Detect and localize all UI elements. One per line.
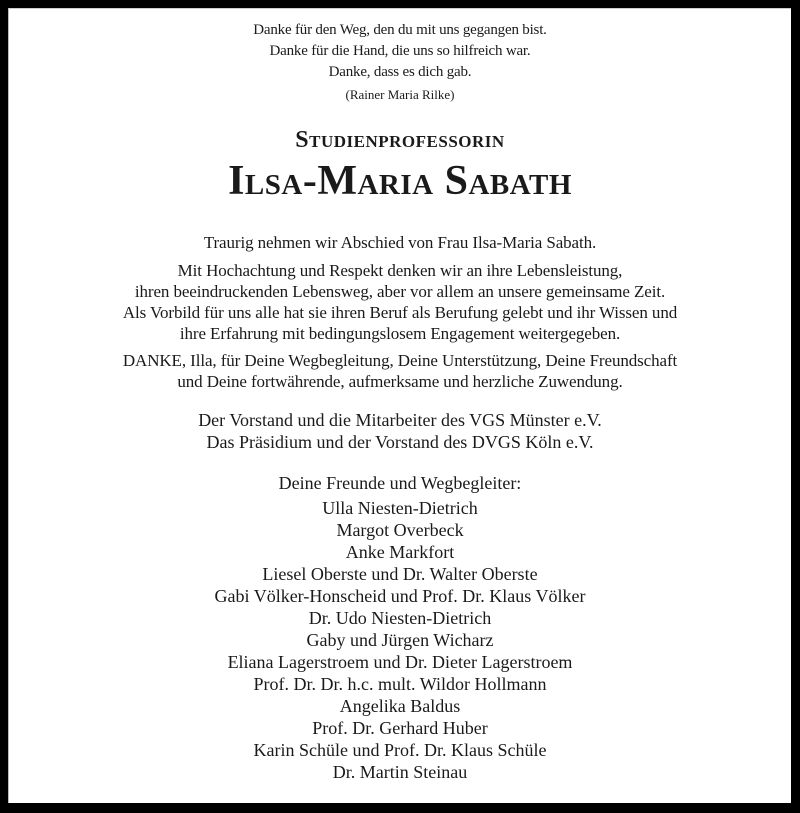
poem-line: Danke, dass es dich gab.: [328, 64, 472, 80]
tribute-line: Mit Hochachtung und Respekt denken wir an ihre Lebensleistung,: [177, 261, 623, 280]
friends-heading: Deine Freunde und Wegbegleiter:: [278, 473, 522, 493]
friend-name: Anke Markfort: [345, 542, 455, 562]
friend-name: Gabi Völker-Honscheid und Prof. Dr. Klaus Völker: [214, 586, 586, 606]
organization-signature: Das Präsidium und der Vorstand des DVGS Köln e.V.: [206, 432, 594, 452]
tribute-line: Als Vorbild für uns alle hat sie ihren Beruf als Berufung gelebt und ihr Wissen und: [122, 303, 678, 322]
friend-name: Ulla Niesten-Dietrich: [322, 498, 478, 518]
thanks-line: DANKE, Illa, für Deine Wegbegleitung, Deine Unterstützung, Deine Freundschaft: [122, 351, 678, 370]
poem-line: Danke für die Hand, die uns so hilfreich war.: [269, 43, 531, 59]
friend-name: Prof. Dr. Gerhard Huber: [312, 718, 488, 738]
thanks-line: und Deine fortwährende, aufmerksame und herzliche Zuwendung.: [177, 372, 623, 391]
deceased-title: Studienprofessorin: [295, 127, 505, 153]
friend-name: Dr. Udo Niesten-Dietrich: [308, 608, 492, 628]
intro-text: Traurig nehmen wir Abschied von Frau Ilsa-Maria Sabath.: [203, 233, 597, 252]
friend-name: Liesel Oberste und Dr. Walter Oberste: [262, 564, 538, 584]
obituary-notice: [8, 8, 791, 803]
tribute-line: ihre Erfahrung mit bedingungslosem Engagement weitergegeben.: [179, 324, 621, 343]
organization-signature: Der Vorstand und die Mitarbeiter des VGS Münster e.V.: [198, 410, 602, 430]
friend-name: Dr. Martin Steinau: [332, 762, 468, 782]
friend-name: Karin Schüle und Prof. Dr. Klaus Schüle: [253, 740, 547, 760]
friend-name: Gaby und Jürgen Wicharz: [306, 630, 494, 650]
tribute-line: ihren beeindruckenden Lebensweg, aber vor allem an unsere gemeinsame Zeit.: [134, 282, 666, 301]
deceased-name: Ilsa-Maria Sabath: [228, 158, 572, 204]
poem-line: Danke für den Weg, den du mit uns gegangen bist.: [253, 22, 547, 38]
friend-name: Angelika Baldus: [339, 696, 461, 716]
friend-name: Margot Overbeck: [336, 520, 464, 540]
poem-author: (Rainer Maria Rilke): [345, 87, 455, 102]
friend-name: Prof. Dr. Dr. h.c. mult. Wildor Hollmann: [253, 674, 547, 694]
friend-name: Eliana Lagerstroem und Dr. Dieter Lagerstroem: [227, 652, 573, 672]
